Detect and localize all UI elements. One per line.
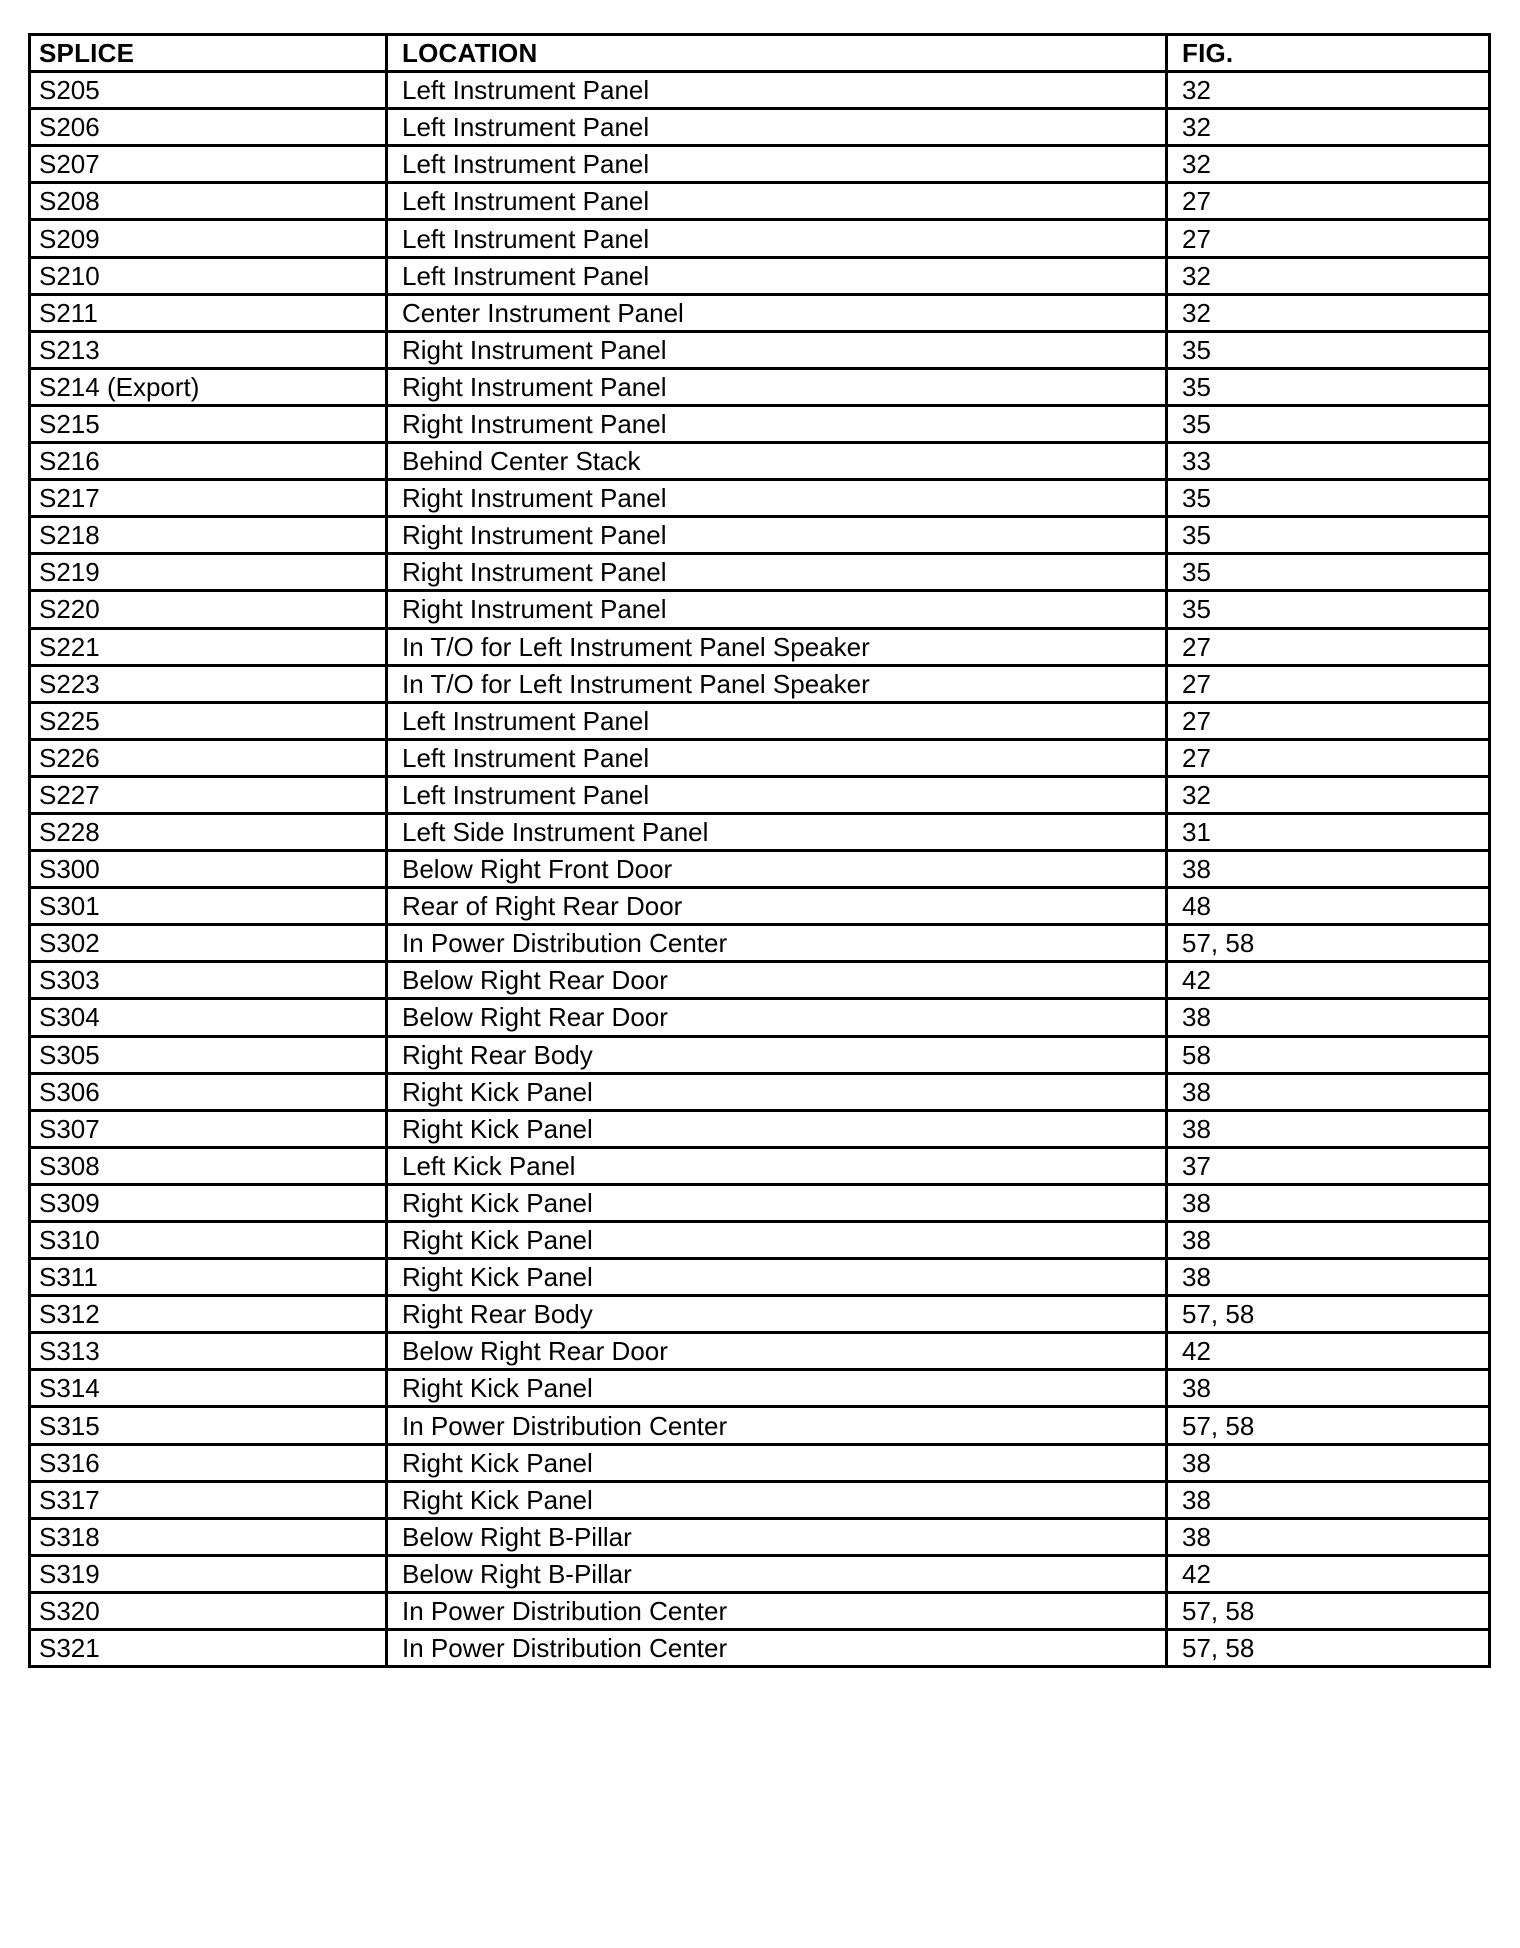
table-row <box>30 888 1490 925</box>
splice-cell: S223 <box>30 665 387 702</box>
fig-cell: 35 <box>1167 405 1490 442</box>
splice-cell: S211 <box>30 294 387 331</box>
fig-cell: 38 <box>1167 1259 1490 1296</box>
table-row <box>30 331 1490 368</box>
splice-cell: S321 <box>30 1630 387 1667</box>
column-header-fig: FIG. <box>1167 35 1490 72</box>
table-row <box>30 1555 1490 1592</box>
column-header-splice: SPLICE <box>30 35 387 72</box>
location-cell: Right Kick Panel <box>387 1222 1167 1259</box>
splice-cell: S305 <box>30 1036 387 1073</box>
location-cell: Left Instrument Panel <box>387 702 1167 739</box>
fig-cell: 57, 58 <box>1167 925 1490 962</box>
table-row <box>30 72 1490 109</box>
splice-cell: S221 <box>30 628 387 665</box>
splice-cell: S312 <box>30 1296 387 1333</box>
fig-cell: 38 <box>1167 1222 1490 1259</box>
location-cell: Left Instrument Panel <box>387 109 1167 146</box>
fig-cell: 31 <box>1167 813 1490 850</box>
splice-cell: S206 <box>30 109 387 146</box>
table-row <box>30 851 1490 888</box>
splice-cell: S205 <box>30 72 387 109</box>
table-row <box>30 739 1490 776</box>
fig-cell: 35 <box>1167 554 1490 591</box>
location-cell: In Power Distribution Center <box>387 1630 1167 1667</box>
splice-cell: S216 <box>30 443 387 480</box>
fig-cell: 38 <box>1167 1073 1490 1110</box>
location-cell: Right Instrument Panel <box>387 480 1167 517</box>
location-cell: Right Kick Panel <box>387 1370 1167 1407</box>
splice-cell: S220 <box>30 591 387 628</box>
location-cell: Left Instrument Panel <box>387 146 1167 183</box>
fig-cell: 32 <box>1167 294 1490 331</box>
location-cell: Right Rear Body <box>387 1296 1167 1333</box>
location-cell: Behind Center Stack <box>387 443 1167 480</box>
location-cell: Rear of Right Rear Door <box>387 888 1167 925</box>
table-row <box>30 702 1490 739</box>
splice-cell: S318 <box>30 1518 387 1555</box>
table-row <box>30 1184 1490 1221</box>
table-body <box>30 72 1490 1667</box>
location-cell: Right Instrument Panel <box>387 591 1167 628</box>
table-row <box>30 554 1490 591</box>
splice-cell: S313 <box>30 1333 387 1370</box>
fig-cell: 35 <box>1167 331 1490 368</box>
fig-cell: 42 <box>1167 1555 1490 1592</box>
splice-cell: S226 <box>30 739 387 776</box>
table-row <box>30 1592 1490 1629</box>
location-cell: Left Instrument Panel <box>387 776 1167 813</box>
table-row <box>30 368 1490 405</box>
fig-cell: 57, 58 <box>1167 1296 1490 1333</box>
fig-cell: 32 <box>1167 146 1490 183</box>
fig-cell: 42 <box>1167 962 1490 999</box>
table-row <box>30 1630 1490 1667</box>
fig-cell: 32 <box>1167 257 1490 294</box>
fig-cell: 57, 58 <box>1167 1407 1490 1444</box>
splice-cell: S208 <box>30 183 387 220</box>
fig-cell: 35 <box>1167 591 1490 628</box>
splice-cell: S309 <box>30 1184 387 1221</box>
splice-cell: S304 <box>30 999 387 1036</box>
fig-cell: 38 <box>1167 1110 1490 1147</box>
fig-cell: 37 <box>1167 1147 1490 1184</box>
splice-cell: S311 <box>30 1259 387 1296</box>
table-row <box>30 1481 1490 1518</box>
splice-cell: S300 <box>30 851 387 888</box>
location-cell: In Power Distribution Center <box>387 1592 1167 1629</box>
fig-cell: 27 <box>1167 183 1490 220</box>
location-cell: In T/O for Left Instrument Panel Speaker <box>387 665 1167 702</box>
location-cell: Center Instrument Panel <box>387 294 1167 331</box>
splice-cell: S215 <box>30 405 387 442</box>
table-header-row <box>30 35 1490 72</box>
splice-cell: S302 <box>30 925 387 962</box>
location-cell: Left Instrument Panel <box>387 739 1167 776</box>
fig-cell: 57, 58 <box>1167 1630 1490 1667</box>
table-row <box>30 591 1490 628</box>
table-row <box>30 1147 1490 1184</box>
table-row <box>30 480 1490 517</box>
splice-cell: S227 <box>30 776 387 813</box>
location-cell: Right Instrument Panel <box>387 517 1167 554</box>
table-row <box>30 1073 1490 1110</box>
table-row <box>30 665 1490 702</box>
table-row <box>30 294 1490 331</box>
table-row <box>30 146 1490 183</box>
splice-cell: S320 <box>30 1592 387 1629</box>
fig-cell: 38 <box>1167 1444 1490 1481</box>
fig-cell: 48 <box>1167 888 1490 925</box>
location-cell: Below Right B-Pillar <box>387 1555 1167 1592</box>
splice-cell: S209 <box>30 220 387 257</box>
location-cell: Left Instrument Panel <box>387 257 1167 294</box>
table-row <box>30 1444 1490 1481</box>
fig-cell: 32 <box>1167 109 1490 146</box>
splice-cell: S317 <box>30 1481 387 1518</box>
splice-cell: S301 <box>30 888 387 925</box>
splice-cell: S219 <box>30 554 387 591</box>
table-row <box>30 925 1490 962</box>
location-cell: Right Instrument Panel <box>387 331 1167 368</box>
fig-cell: 27 <box>1167 702 1490 739</box>
splice-cell: S228 <box>30 813 387 850</box>
table-row <box>30 1036 1490 1073</box>
splice-cell: S207 <box>30 146 387 183</box>
fig-cell: 32 <box>1167 72 1490 109</box>
fig-cell: 27 <box>1167 220 1490 257</box>
location-cell: Right Instrument Panel <box>387 368 1167 405</box>
location-cell: Right Instrument Panel <box>387 554 1167 591</box>
table-row <box>30 1110 1490 1147</box>
splice-cell: S314 <box>30 1370 387 1407</box>
location-cell: Below Right Rear Door <box>387 1333 1167 1370</box>
table-row <box>30 257 1490 294</box>
table-row <box>30 1407 1490 1444</box>
table-row <box>30 183 1490 220</box>
table-row <box>30 109 1490 146</box>
fig-cell: 35 <box>1167 368 1490 405</box>
table-row <box>30 517 1490 554</box>
table-row <box>30 1222 1490 1259</box>
location-cell: Below Right B-Pillar <box>387 1518 1167 1555</box>
location-cell: Right Instrument Panel <box>387 405 1167 442</box>
fig-cell: 38 <box>1167 999 1490 1036</box>
location-cell: Right Kick Panel <box>387 1184 1167 1221</box>
fig-cell: 38 <box>1167 1518 1490 1555</box>
fig-cell: 58 <box>1167 1036 1490 1073</box>
fig-cell: 57, 58 <box>1167 1592 1490 1629</box>
splice-cell: S214 (Export) <box>30 368 387 405</box>
location-cell: Right Kick Panel <box>387 1259 1167 1296</box>
table-row <box>30 405 1490 442</box>
location-cell: Below Right Rear Door <box>387 962 1167 999</box>
location-cell: Right Kick Panel <box>387 1110 1167 1147</box>
table-row <box>30 628 1490 665</box>
table-row <box>30 1296 1490 1333</box>
fig-cell: 38 <box>1167 1184 1490 1221</box>
fig-cell: 32 <box>1167 776 1490 813</box>
location-cell: Below Right Rear Door <box>387 999 1167 1036</box>
column-header-location: LOCATION <box>387 35 1167 72</box>
splice-cell: S315 <box>30 1407 387 1444</box>
fig-cell: 35 <box>1167 517 1490 554</box>
table-row <box>30 1333 1490 1370</box>
splice-cell: S303 <box>30 962 387 999</box>
splice-cell: S308 <box>30 1147 387 1184</box>
table-row <box>30 813 1490 850</box>
table-row <box>30 443 1490 480</box>
fig-cell: 38 <box>1167 1370 1490 1407</box>
splice-cell: S218 <box>30 517 387 554</box>
fig-cell: 38 <box>1167 1481 1490 1518</box>
fig-cell: 27 <box>1167 739 1490 776</box>
fig-cell: 27 <box>1167 628 1490 665</box>
fig-cell: 33 <box>1167 443 1490 480</box>
location-cell: Right Kick Panel <box>387 1073 1167 1110</box>
location-cell: Right Kick Panel <box>387 1481 1167 1518</box>
fig-cell: 35 <box>1167 480 1490 517</box>
table-row <box>30 962 1490 999</box>
splice-location-table <box>28 33 1491 1668</box>
table-row <box>30 1259 1490 1296</box>
table-row <box>30 1518 1490 1555</box>
location-cell: Left Side Instrument Panel <box>387 813 1167 850</box>
fig-cell: 27 <box>1167 665 1490 702</box>
location-cell: In Power Distribution Center <box>387 925 1167 962</box>
location-cell: Left Instrument Panel <box>387 220 1167 257</box>
splice-cell: S316 <box>30 1444 387 1481</box>
location-cell: Right Kick Panel <box>387 1444 1167 1481</box>
table-row <box>30 1370 1490 1407</box>
splice-cell: S217 <box>30 480 387 517</box>
splice-cell: S310 <box>30 1222 387 1259</box>
location-cell: Left Instrument Panel <box>387 183 1167 220</box>
location-cell: Left Kick Panel <box>387 1147 1167 1184</box>
splice-cell: S213 <box>30 331 387 368</box>
splice-cell: S306 <box>30 1073 387 1110</box>
fig-cell: 42 <box>1167 1333 1490 1370</box>
splice-cell: S307 <box>30 1110 387 1147</box>
splice-cell: S319 <box>30 1555 387 1592</box>
fig-cell: 38 <box>1167 851 1490 888</box>
location-cell: Below Right Front Door <box>387 851 1167 888</box>
table-row <box>30 999 1490 1036</box>
splice-cell: S225 <box>30 702 387 739</box>
table-row <box>30 776 1490 813</box>
splice-cell: S210 <box>30 257 387 294</box>
location-cell: Left Instrument Panel <box>387 72 1167 109</box>
location-cell: In Power Distribution Center <box>387 1407 1167 1444</box>
table-row <box>30 220 1490 257</box>
location-cell: Right Rear Body <box>387 1036 1167 1073</box>
location-cell: In T/O for Left Instrument Panel Speaker <box>387 628 1167 665</box>
